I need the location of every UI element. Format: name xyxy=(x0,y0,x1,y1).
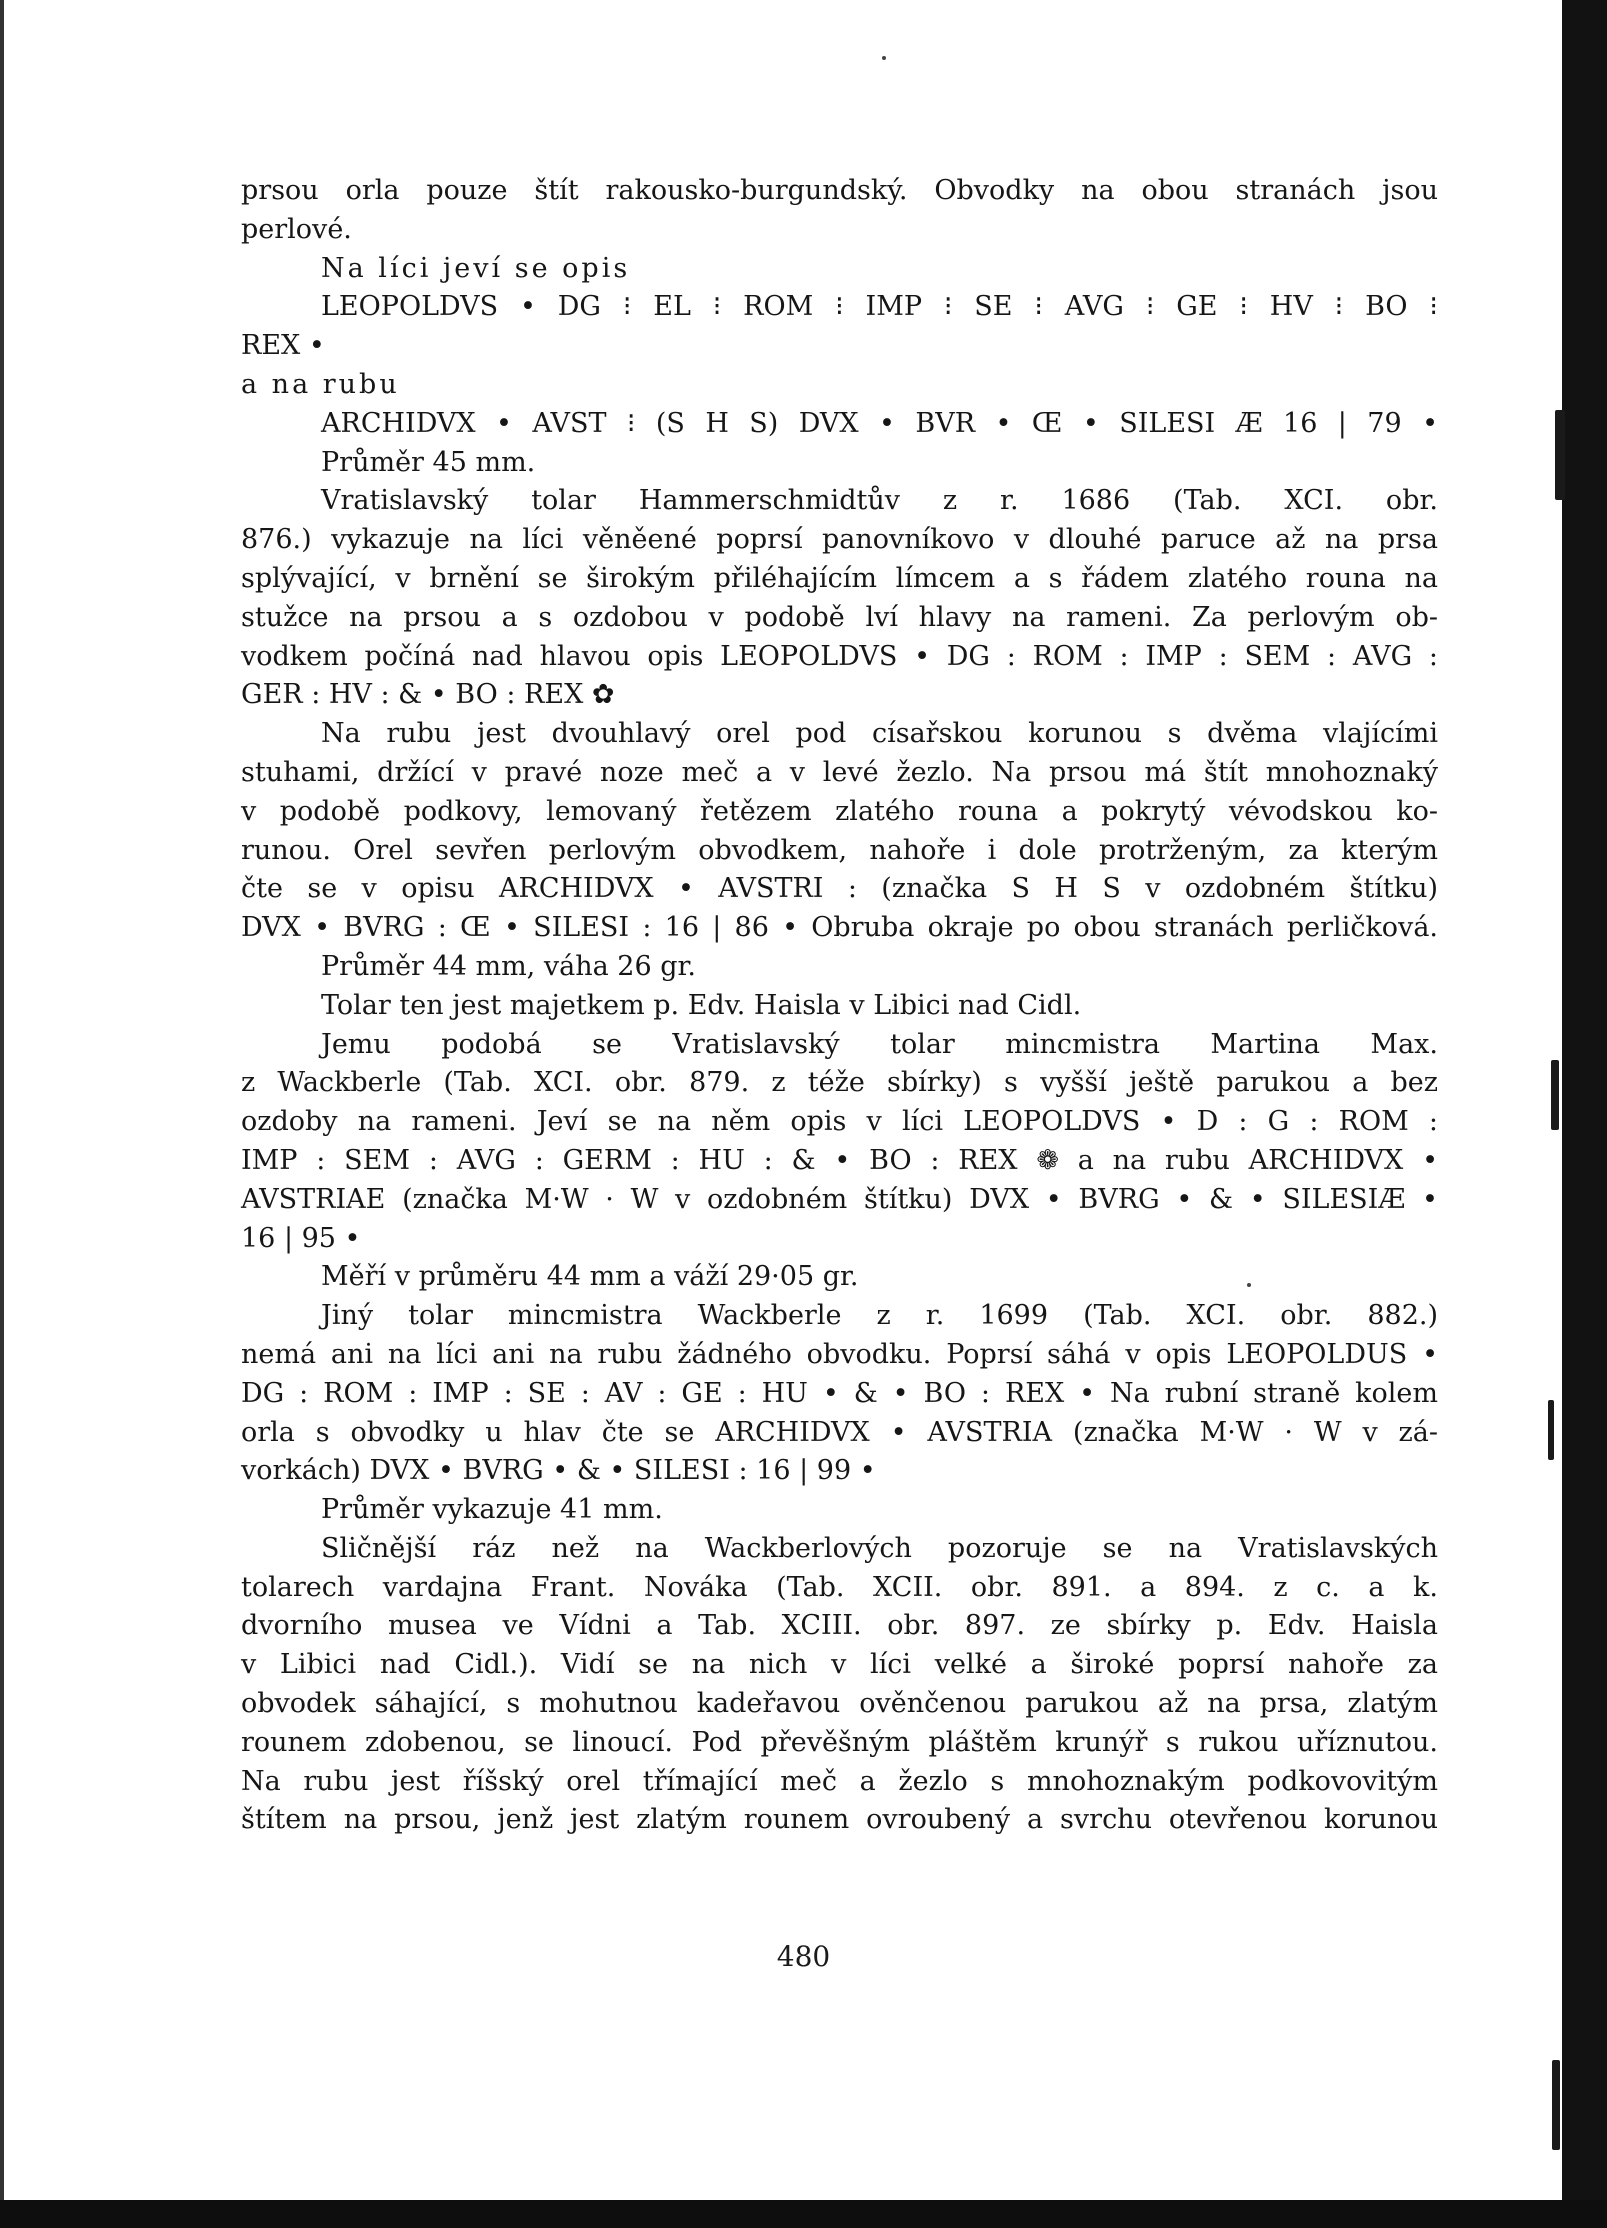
text-line: ozdoby na rameni. Jeví se na něm opis v líci LEOPOLDVS • D : G : ROM : xyxy=(241,1106,1438,1138)
text-line: Průměr 44 mm, váha 26 gr. xyxy=(321,950,697,982)
text-line: Jemu podobá se Vratislavský tolar mincmistra Martina Max. xyxy=(321,1028,1438,1060)
text-line: Měří v průměru 44 mm a váží 29·05 gr. xyxy=(321,1261,859,1293)
scan-edge-mark xyxy=(1552,2060,1560,2150)
text-line: čte se v opisu ARCHIDVX • AVSTRI : (značka S H S v ozdobném štítku) xyxy=(241,873,1438,905)
text-line: obvodek sáhající, s mohutnou kadeřavou ověnčenou parukou až na prsa, zlatým xyxy=(241,1688,1438,1720)
text-line: vodkem počíná nad hlavou opis LEOPOLDVS • DG : ROM : IMP : SEM : AVG : xyxy=(241,640,1438,672)
text-line: 876.) vykazuje na líci věněené poprsí panovníkovo v dlouhé paruce až na prsa xyxy=(241,524,1438,556)
document-page xyxy=(241,172,1438,1840)
text-line: perlové. xyxy=(241,213,352,245)
scan-left-edge xyxy=(0,0,4,2228)
scan-edge-mark xyxy=(1551,1060,1559,1130)
text-line: REX • xyxy=(241,330,325,362)
text-line: 16 | 95 • xyxy=(241,1222,361,1254)
text-line: z Wackberle (Tab. XCI. obr. 879. z téže sbírky) s vyšší ještě parukou a bez xyxy=(241,1067,1438,1099)
text-line: vorkách) DVX • BVRG • & • SILESI : 16 | 99 • xyxy=(241,1455,876,1487)
text-line: Na rubu jest říšský orel třímající meč a žezlo s mnohoznakým podkovovitým xyxy=(241,1765,1438,1797)
scan-edge-mark xyxy=(1555,410,1565,500)
text-line: a na rubu xyxy=(241,368,400,400)
text-line: stužce na prsou a s ozdobou v podobě lví hlavy na rameni. Za perlovým ob- xyxy=(241,601,1438,633)
text-line: Vratislavský tolar Hammerschmidtův z r. 1686 (Tab. XCI. obr. xyxy=(321,485,1438,517)
text-line: stuhami, držící v pravé noze meč a v levé žezlo. Na prsou má štít mnohoznaký xyxy=(241,756,1438,788)
text-line: Průměr 45 mm. xyxy=(321,446,536,478)
text-line: Jiný tolar mincmistra Wackberle z r. 1699 (Tab. XCI. obr. 882.) xyxy=(321,1300,1438,1332)
text-line: štítem na prsou, jenž jest zlatým rounem ovroubený a svrchu otevřenou korunou xyxy=(241,1804,1438,1836)
text-line: IMP : SEM : AVG : GERM : HU : & • BO : REX ❁ a na rubu ARCHIDVX • xyxy=(241,1144,1438,1176)
text-line: ARCHIDVX • AVST ⁝ (S H S) DVX • BVR • Œ • SILESI Æ 16 | 79 • xyxy=(321,407,1438,439)
text-line: runou. Orel sevřen perlovým obvodkem, nahoře i dole protrženým, za kterým xyxy=(241,834,1438,866)
text-line: Tolar ten jest majetkem p. Edv. Haisla v Libici nad Cidl. xyxy=(321,989,1082,1021)
text-line: splývající, v brnění se širokým přiléhajícím límcem a s řádem zlatého rouna na xyxy=(241,562,1438,594)
text-line: tolarech vardajna Frant. Nováka (Tab. XCII. obr. 891. a 894. z c. a k. xyxy=(241,1571,1438,1603)
scan-bottom-border xyxy=(0,2200,1607,2228)
text-line: Průměr vykazuje 41 mm. xyxy=(321,1494,663,1526)
text-line: v Libici nad Cidl.). Vidí se na nich v líci velké a široké poprsí nahoře za xyxy=(241,1649,1438,1681)
text-line: Sličnější ráz než na Wackberlových pozoruje se na Vratislavských xyxy=(321,1532,1438,1564)
scan-edge-mark xyxy=(1548,1400,1554,1460)
text-line: DG : ROM : IMP : SE : AV : GE : HU • & • BO : REX • Na rubní straně kolem xyxy=(241,1377,1438,1409)
text-line: orla s obvodky u hlav čte se ARCHIDVX • AVSTRIA (značka M·W · W v zá- xyxy=(241,1416,1438,1448)
text-line: DVX • BVRG : Œ • SILESI : 16 | 86 • Obruba okraje po obou stranách perličková. xyxy=(241,912,1438,944)
text-line: rounem zdobenou, se linoucí. Pod převěšným pláštěm krunýř s rukou uříznutou. xyxy=(241,1726,1438,1758)
text-line: dvorního musea ve Vídni a Tab. XCIII. obr. 897. ze sbírky p. Edv. Haisla xyxy=(241,1610,1438,1642)
text-line: nemá ani na líci ani na rubu žádného obvodku. Poprsí sáhá v opis LEOPOLDUS • xyxy=(241,1338,1438,1370)
text-line: AVSTRIAE (značka M·W · W v ozdobném štítku) DVX • BVRG • & • SILESIÆ • xyxy=(241,1183,1438,1215)
text-line: prsou orla pouze štít rakousko-burgundský. Obvodky na obou stranách jsou xyxy=(241,175,1438,206)
text-line: v podobě podkovy, lemovaný řetězem zlatého rouna a pokrytý vévodskou ko- xyxy=(241,795,1438,827)
text-line: Na rubu jest dvouhlavý orel pod císařskou korunou s dvěma vlajícími xyxy=(321,718,1438,750)
page-number: 480 xyxy=(776,1940,831,1973)
text-line: GER : HV : & • BO : REX ✿ xyxy=(241,679,615,711)
text-line: Na líci jeví se opis xyxy=(321,252,631,284)
scan-speck xyxy=(882,56,886,60)
text-line: LEOPOLDVS • DG ⁝ EL ⁝ ROM ⁝ IMP ⁝ SE ⁝ AVG ⁝ GE ⁝ HV ⁝ BO ⁝ xyxy=(321,291,1438,323)
scan-right-border xyxy=(1562,0,1607,2228)
